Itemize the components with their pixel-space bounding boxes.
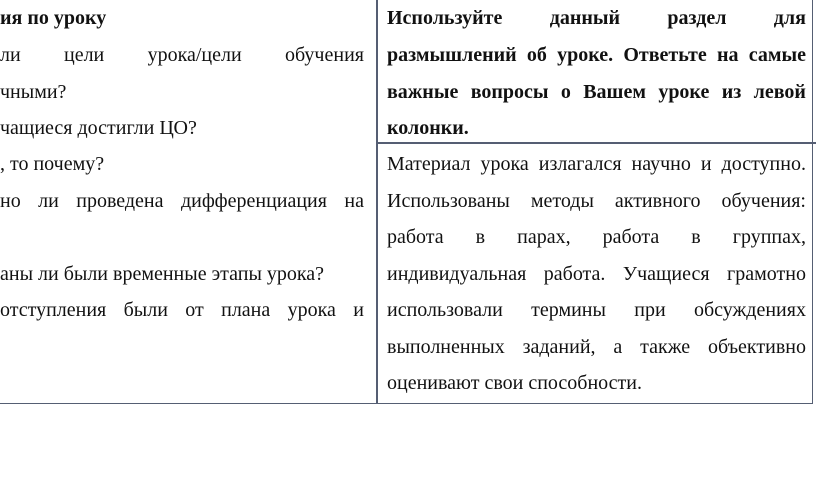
word: об: [526, 44, 547, 66]
word: о: [560, 81, 571, 103]
word: из: [721, 81, 742, 103]
word: выполненных: [387, 336, 505, 358]
left-text-line: чными?: [0, 81, 67, 103]
right-text-line: оценивают свои способности.: [387, 372, 642, 394]
word: работа.: [543, 263, 606, 285]
word: Материал: [387, 153, 471, 175]
word: работа: [602, 226, 660, 248]
word: индивидуальная: [387, 263, 527, 285]
word: проведена: [76, 190, 164, 212]
word: работа: [387, 226, 444, 248]
word: и: [700, 153, 712, 175]
word: данный: [549, 7, 621, 29]
right-heading-line: [387, 6, 806, 30]
word: доступно.: [721, 153, 806, 175]
word: на: [716, 44, 739, 66]
word: самые: [748, 44, 806, 66]
word: активного: [614, 190, 701, 212]
left-text-line: , то почему?: [0, 153, 105, 175]
word: Ответьте: [623, 44, 707, 66]
word: урока/цели: [147, 44, 242, 66]
word: но: [0, 190, 21, 212]
right-text-line: [387, 298, 806, 322]
word: уроке: [658, 81, 710, 103]
word: использовали: [387, 299, 503, 321]
word: Учащиеся: [622, 263, 710, 285]
word: обучения:: [721, 190, 806, 212]
right-heading-line: [387, 43, 806, 67]
word: заданий,: [522, 336, 596, 358]
left-text-line: чащиеся достигли ЦО?: [0, 117, 197, 139]
word: Используйте: [387, 7, 503, 29]
word: методы: [530, 190, 594, 212]
word: также: [640, 336, 691, 358]
word: грамотно: [727, 263, 806, 285]
word: раздел: [667, 7, 727, 29]
left-text-line: [0, 43, 364, 67]
right-text-line: [387, 225, 806, 249]
word: излагался: [538, 153, 622, 175]
right-text-line: [387, 152, 806, 176]
word: для: [773, 7, 806, 29]
word: на: [344, 190, 364, 212]
word: и: [353, 299, 364, 321]
word: урока: [480, 153, 529, 175]
word: отступления: [0, 299, 107, 321]
word: группах,: [732, 226, 806, 248]
word: а: [613, 336, 623, 358]
left-text-line: аны ли были временные этапы урока?: [0, 263, 325, 285]
word: вопросы: [470, 81, 549, 103]
word: научно: [631, 153, 691, 175]
word: от: [185, 299, 204, 321]
word: при: [634, 299, 666, 321]
left-text-line: [0, 189, 364, 213]
word: обучения: [285, 44, 364, 66]
right-text-line: [387, 262, 806, 286]
word: термины: [531, 299, 606, 321]
word: левой: [753, 81, 806, 103]
word: размышлений: [387, 44, 517, 66]
word: Вашем: [583, 81, 646, 103]
word: в: [691, 226, 701, 248]
word: дифференциация: [180, 190, 327, 212]
right-heading-line: колонки.: [387, 117, 469, 139]
word: уроке.: [557, 44, 614, 66]
word: обсуждениях: [693, 299, 806, 321]
right-text-line: [387, 189, 806, 213]
right-text-line: [387, 335, 806, 359]
column-divider: [376, 0, 378, 404]
word: урока: [287, 299, 336, 321]
word: плана: [221, 299, 271, 321]
word: цели: [64, 44, 105, 66]
left-text-line: [0, 298, 364, 322]
word: Использованы: [387, 190, 510, 212]
left-heading: ия по уроку: [0, 7, 107, 29]
word: ли: [0, 44, 21, 66]
word: в: [475, 226, 486, 248]
word: важные: [387, 81, 459, 103]
word: объективно: [708, 336, 806, 358]
right-row-divider: [377, 142, 816, 144]
right-heading-line: [387, 80, 806, 104]
word: ли: [38, 190, 59, 212]
word: парах,: [517, 226, 571, 248]
word: были: [123, 299, 168, 321]
